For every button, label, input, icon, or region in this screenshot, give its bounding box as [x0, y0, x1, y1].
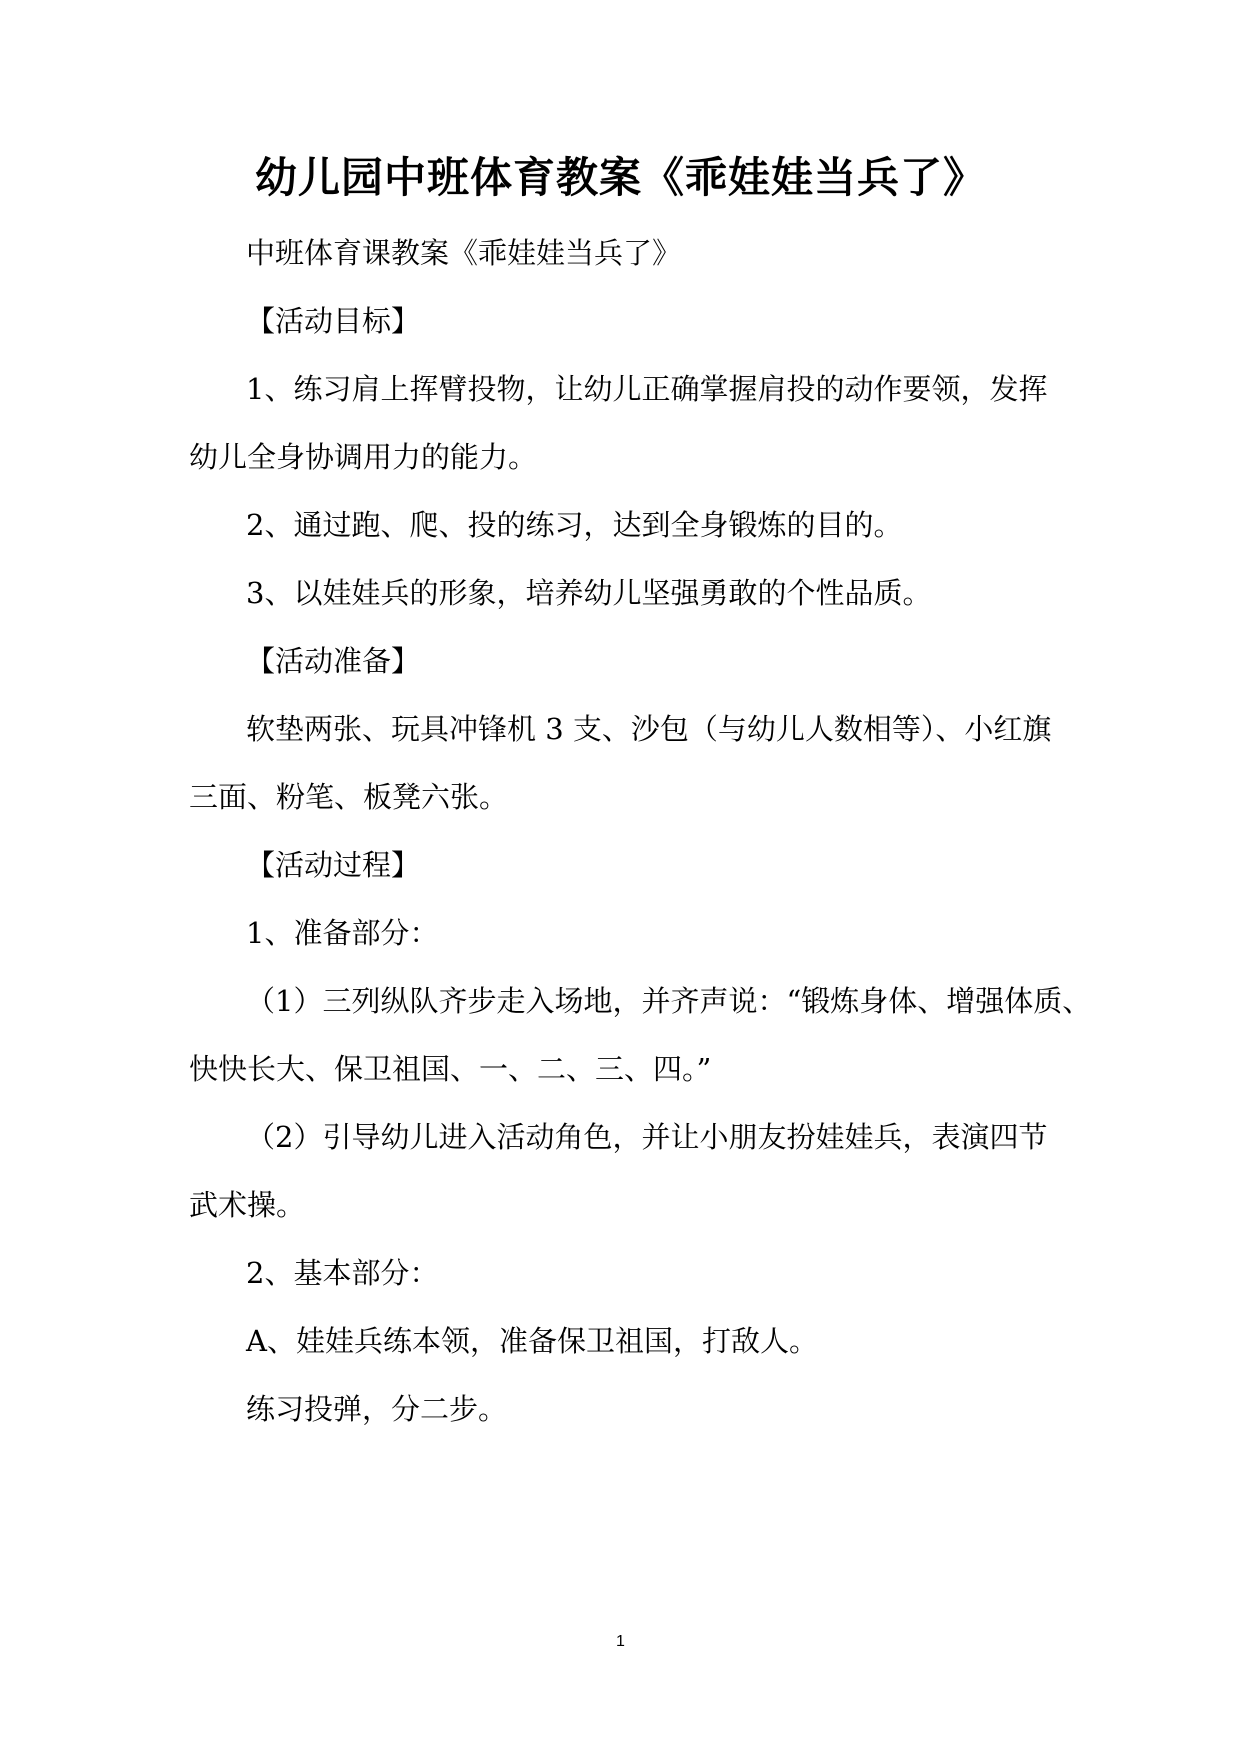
paragraph-step-2-a: A、娃娃兵练本领，准备保卫祖国，打敌人。 — [246, 1324, 818, 1358]
paragraph-goal-1: 1、练习肩上挥臂投物，让幼儿正确掌握肩投的动作要领，发挥 — [246, 372, 1048, 406]
section-heading-goals: 【活动目标】 — [246, 304, 421, 338]
page-number: 1 — [616, 1633, 625, 1650]
paragraph-step-1: 1、准备部分： — [246, 916, 439, 950]
paragraph-subtitle: 中班体育课教案《乖娃娃当兵了》 — [246, 236, 682, 270]
section-heading-preparation: 【活动准备】 — [246, 644, 421, 678]
document-title: 幼儿园中班体育教案《乖娃娃当兵了》 — [254, 153, 986, 202]
paragraph-goal-1-cont: 幼儿全身协调用力的能力。 — [189, 440, 538, 474]
paragraph-step-1-2-cont: 武术操。 — [189, 1188, 306, 1222]
paragraph-goal-3: 3、以娃娃兵的形象，培养幼儿坚强勇敢的个性品质。 — [246, 576, 932, 610]
paragraph-step-1-1-cont: 快快长大、保卫祖国、一、二、三、四。” — [189, 1052, 712, 1086]
paragraph-goal-2: 2、通过跑、爬、投的练习，达到全身锻炼的目的。 — [246, 508, 903, 542]
paragraph-step-1-2: （2）引导幼儿进入活动角色，并让小朋友扮娃娃兵，表演四节 — [246, 1120, 1048, 1154]
paragraph-materials: 软垫两张、玩具冲锋机 3 支、沙包（与幼儿人数相等）、小红旗 — [246, 712, 1052, 746]
section-heading-process: 【活动过程】 — [246, 848, 421, 882]
paragraph-step-1-1: （1）三列纵队齐步走入场地，并齐声说：“锻炼身体、增强体质、 — [246, 984, 1092, 1018]
paragraph-step-2-a-practice: 练习投弹，分二步。 — [246, 1392, 508, 1426]
paragraph-step-2: 2、基本部分： — [246, 1256, 439, 1290]
paragraph-materials-cont: 三面、粉笔、板凳六张。 — [189, 780, 509, 814]
